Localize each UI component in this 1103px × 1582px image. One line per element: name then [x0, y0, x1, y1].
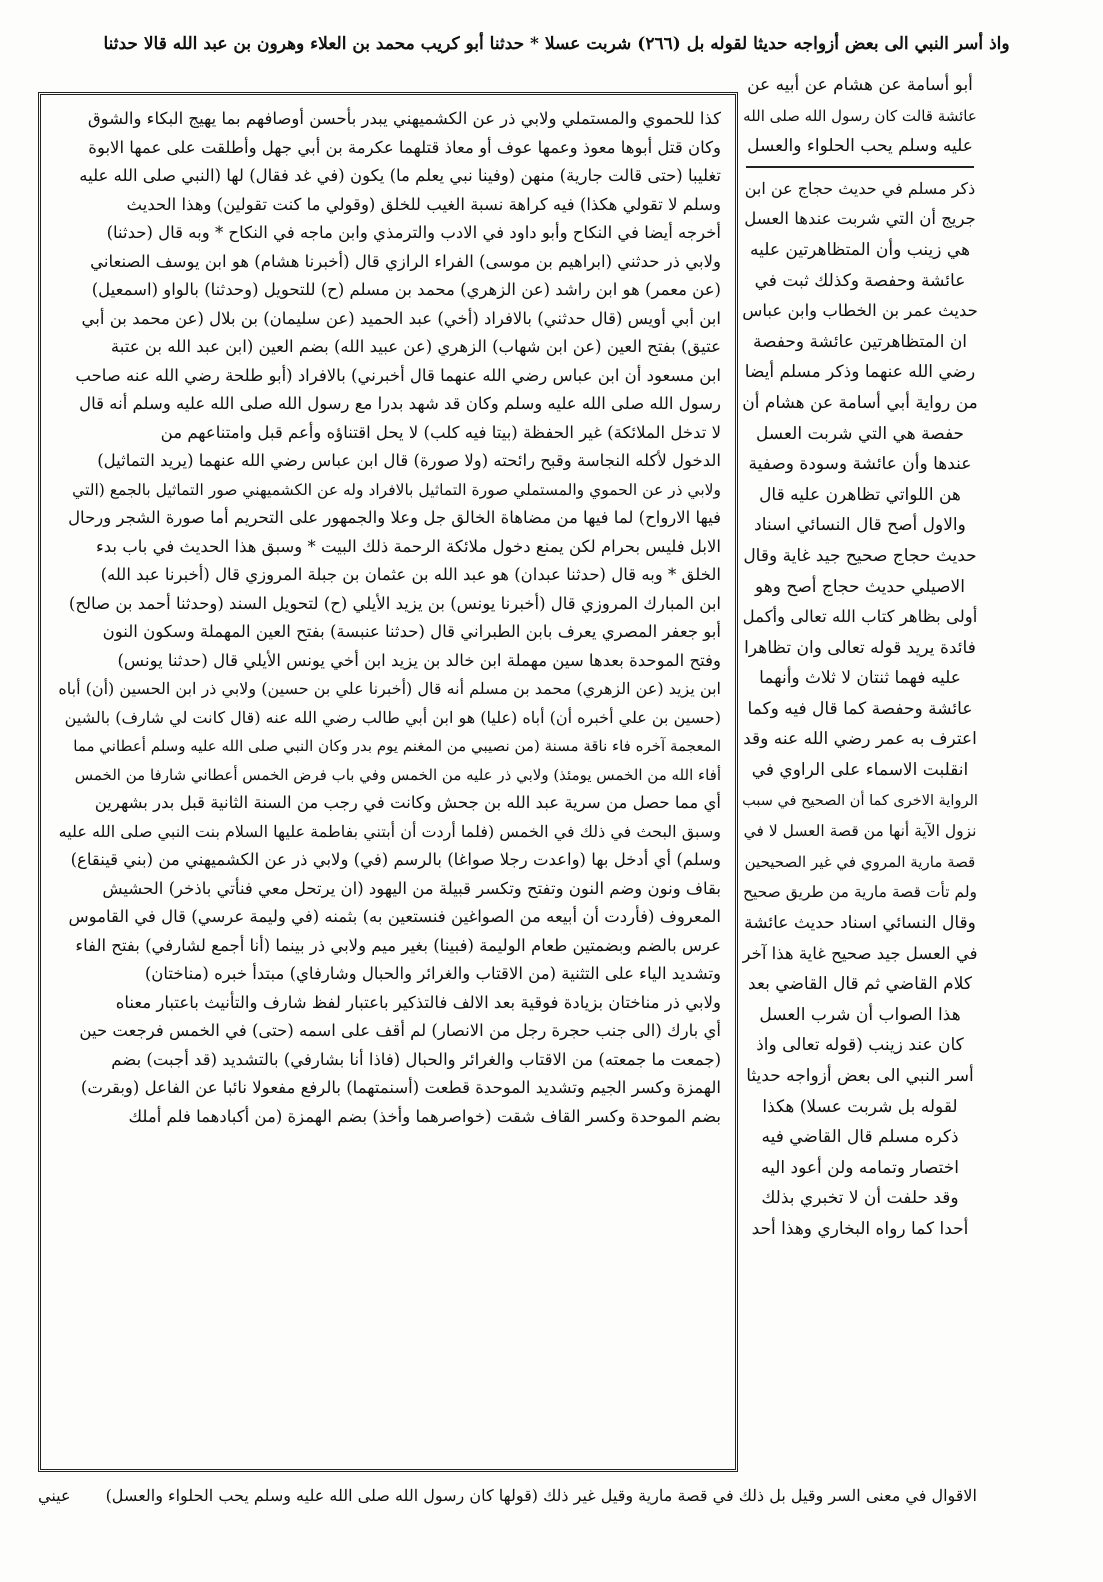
- side-text-line: حديث عمر بن الخطاب وابن عباس: [742, 301, 978, 321]
- main-text-line: وسبق البحث في ذلك في الخمس (فلما أردت أن أبتني بفاطمة عليها السلام بنت النبي صلى الله عليه: [58, 821, 721, 841]
- side-text-line: عائشة وحفصة وكذلك ثبت في: [754, 270, 966, 291]
- side-text-line: كان عند زينب (قوله تعالى واذ: [756, 1035, 964, 1056]
- side-text-line: انقلبت الاسماء على الراوي في: [751, 760, 969, 781]
- side-text-line: لقوله بل شربت عسلا) هكذا: [762, 1096, 958, 1117]
- side-text-line: والاول أصح قال النسائي اسناد: [754, 515, 966, 536]
- main-text-line: أفاء الله من الخمس يومئذ) ولابي ذر عليه من الخمس وفي باب فرض الخمس أعطاني شارفا من الخمس: [74, 765, 721, 784]
- main-text-line: تغليبا (حتى قالت جارية) منهن (وفينا نبي يعلم ما) يكون (في غد فقال) لها (النبي صلى الله عليه: [79, 166, 721, 185]
- main-text-line: الخلق * وبه قال (حدثنا عبدان) هو عبد الله بن عثمان بن جبلة المروزي قال (أخبرنا عبد الله): [100, 565, 721, 584]
- page-header: [38, 24, 1075, 64]
- main-text-line: أي بارك (الى جنب حجرة رجل من الانصار) لم أقف على اسمه (حتى) في الخمس فرجعت حين: [79, 1021, 721, 1040]
- main-text-line: لا تدخل الملائكة) غير الحفظة (بيتا فيه كلب) لا يحل اقتناؤه وأعم قبل وامتناعهم من: [160, 422, 721, 442]
- main-text-line: الدخول لأكله النجاسة وقبح رائحته (ولا صورة) قال ابن عباس رضي الله عنهما (يريد التماثيل): [97, 451, 721, 470]
- side-text-line: عائشة قالت كان رسول الله صلى الله: [743, 106, 977, 125]
- main-text-line: بقاف ونون وضم النون وتفتح وتكسر قبيلة من اليهود (ان يرتحل معي فنأتي باذخر) الحشيش: [102, 878, 721, 898]
- side-text-line: كلام القاضي ثم قال القاضي بعد: [748, 974, 972, 995]
- main-text-line: (جمعت ما جمعته) من الاقتاب والغرائر والحبال (فاذا أنا بشارفي) بالتشديد (قد أجبت) بضم: [111, 1049, 721, 1069]
- main-text-line: عرس بالضم وبضمتين طعام الوليمة (فبينا) بغير ميم ولابي ذر بينما (أنا أجمع لشارفي) بفتح الفاء: [75, 935, 721, 955]
- side-text-line: حديث حجاج صحيح جيد غاية وقال: [743, 545, 977, 566]
- header-right-text: واذ أسر النبي الى بعض أزواجه حديثا لقوله بل: [686, 34, 1010, 54]
- main-text-line: المعجمة آخره فاء ناقة مسنة (من نصيبي من المغنم يوم بدر وكان النبي صلى الله عليه وسلم أعطاني مما: [73, 737, 721, 755]
- main-text-line: (عن معمر) هو ابن راشد (عن الزهري) محمد بن مسلم (ح) للتحويل (وحدثنا) بالواو (اسمعيل): [91, 280, 721, 299]
- main-text-line: أبو جعفر المصري يعرف بابن الطبراني قال (حدثنا عنبسة) بفتح العين المهملة وسكون النون: [102, 622, 721, 641]
- side-text-line: ذكر مسلم في حديث حجاج عن ابن: [744, 178, 976, 198]
- side-top-block: [742, 70, 978, 162]
- side-commentary-column: [742, 70, 978, 1470]
- main-text-line: عتيق) بفتح العين (عن ابن شهاب) الزهري (عن عبيد الله) بضم العين (ابن عبد الله بن عتبة: [110, 337, 721, 356]
- main-text-line: وكان قتل أبوها معوذ وعمها عوف أو معاذ قتلهما عكرمة بن أبي جهل وأطلقت على عمها الابوة: [88, 137, 721, 157]
- page-number: (٢٦٦): [637, 34, 681, 54]
- side-text-line: أولى بظاهر كتاب الله تعالى وأكمل: [742, 607, 978, 627]
- side-text-line: رضي الله عنهما وذكر مسلم أيضا: [744, 362, 976, 383]
- side-text-line: الاصيلي حديث حجاج أصح وهو: [755, 576, 965, 597]
- side-text-line: الرواية الاخرى كما أن الصحيح في سبب: [742, 792, 978, 809]
- side-text-line: عليه وسلم يحب الحلواء والعسل: [747, 136, 973, 157]
- side-divider: [746, 166, 974, 168]
- side-text-line: هي زينب وأن المتظاهرتين عليه: [749, 239, 971, 260]
- main-text-line: رسول الله صلى الله عليه وسلم وكان قد شهد بدرا مع رسول الله صلى الله عليه وسلم أنه قال: [79, 394, 721, 413]
- side-text-line: ان المتظاهرتين عائشة وحفصة: [752, 331, 968, 352]
- main-text-line: الهمزة وكسر الجيم وتشديد الموحدة قطعت (أسنمتهما) بالرفع مفعولا نائبا عن الفاعل (وبقرت): [80, 1078, 721, 1097]
- main-text-line: المعروف (فأردت أن أبيعه من الصواغين فنستعين به) بثمنه (في وليمة عرسي) قال في القاموس: [68, 907, 721, 926]
- main-text-line: ابن يزيد (عن الزهري) محمد بن مسلم أنه قال (أخبرنا علي بن حسين) ولابي ذر ابن الحسين (أن) أباه: [58, 679, 721, 698]
- footer-signature: عيني: [38, 1486, 71, 1505]
- main-text-line: ابن مسعود أن ابن عباس رضي الله عنهما قال أخبرني) بالافراد (أبو طلحة رضي الله عنه صاحب: [75, 365, 721, 385]
- main-text-line: وفتح الموحدة بعدها سين مهملة ابن خالد بن يزيد ابن أخي يونس الأيلي قال (حدثنا يونس): [117, 650, 721, 670]
- main-text-line: وتشديد الياء على التثنية (من الاقتاب والغرائر والحبال وشارفاي) مبتدأ خبره (مناختان): [144, 964, 721, 983]
- side-text-line: اختصار وتمامه ولن أعود اليه: [761, 1157, 959, 1178]
- side-text-line: ولم تأت قصة مارية من طريق صحيح: [742, 883, 978, 902]
- main-text-line: أي مما حصل من سرية عبد الله بن جحش وكانت في رجب من السنة الثانية قبل بدر بشهرين: [94, 793, 721, 812]
- main-text-line: وسلم) أي أدخل بها (واعدت رجلا صواغا) بالرسم (في) ولابي ذر عن الكشميهني من (بني قينقاع): [70, 850, 721, 869]
- side-text-line: هذا الصواب أن شرب العسل: [759, 1004, 961, 1025]
- side-body-block: [742, 174, 978, 1245]
- main-text-line: أخرجه أيضا في النكاح وأبو داود في الادب والترمذي وابن ماجه في النكاح * وبه قال (حدثنا): [106, 223, 721, 242]
- main-commentary-box: [38, 92, 738, 1472]
- side-text-line: في العسل جيد صحيح غاية هذا آخر: [742, 943, 978, 963]
- side-text-line: فائدة يريد قوله تعالى وان تظاهرا: [744, 637, 976, 658]
- side-text-line: ذكره مسلم قال القاضي فيه: [761, 1127, 959, 1148]
- main-text-line: فيها الارواح) لما فيها من مضاهاة الخالق جل وعلا والجمهور على التحريم أما صورة الشجر ورحال: [68, 508, 721, 527]
- side-text-line: وقال النسائي اسناد حديث عائشة: [744, 913, 976, 934]
- main-text-line: الابل فليس بحرام لكن يمنع دخول ملائكة الرحمة ذلك البيت * وسبق هذا الحديث في باب بدء: [95, 536, 721, 556]
- side-text-line: عائشة وحفصة كما قال فيه وكما: [747, 698, 973, 719]
- main-text-line: كذا للحموي والمستملي ولابي ذر عن الكشميهني يبدر بأحسن أوصافهم بما يهيج البكاء والشوق: [87, 109, 721, 128]
- side-text-line: جريج أن التي شربت عندها العسل: [744, 209, 976, 229]
- main-text-line: بضم الموحدة وكسر القاف شقت (خواصرهما وأخذ) بضم الهمزة (من أكبادهما فلم أملك: [128, 1106, 721, 1126]
- side-text-line: هن اللواتي تظاهرن عليه قال: [759, 484, 961, 505]
- main-text-block: [55, 105, 721, 1131]
- side-text-line: أبو أسامة عن هشام عن أبيه عن: [747, 75, 973, 95]
- main-text-line: ولابي ذر مناختان بزيادة فوقية بعد الالف فالتذكير باعتبار لفظ شارف والتأنيث باعتبار معناه: [115, 992, 721, 1012]
- side-text-line: أحدا كما رواه البخاري وهذا أحد: [751, 1218, 969, 1239]
- main-text-line: ولابي ذر عن الحموي والمستملي صورة التماثيل بالافراد وله عن الكشميهني صور التماثيل بالجمع (التي: [72, 480, 721, 499]
- side-text-line: قصة مارية المروي في غير الصحيحين: [744, 852, 976, 871]
- side-text-line: عندها وأن عائشة وسودة وصفية: [748, 454, 972, 475]
- page-footer-line: الاقوال في معنى السر وقيل بل ذلك في قصة مارية وقيل غير ذلك (قولها كان رسول الله صلى الله عليه وسلم يحب الحلواء والعسل): [105, 1486, 977, 1505]
- main-text-line: ابن المبارك المروزي قال (أخبرنا يونس) بن يزيد الأيلي (ح) لتحويل السند (وحدثنا أحمد بن صالح): [68, 593, 721, 613]
- main-text-line: ابن أبي أويس (قال حدثني) بالافراد (أخي) عبد الحميد (عن سليمان) بن بلال (عن محمد بن أبي: [81, 308, 721, 328]
- header-left-text: شربت عسلا * حدثنا أبو كريب محمد بن العلاء وهرون بن عبد الله قالا حدثنا: [103, 34, 632, 54]
- main-text-line: ولابي ذر حدثني (ابراهيم بن موسى) الفراء الرازي قال (أخبرنا هشام) هو ابن يوسف الصنعاني: [90, 251, 721, 271]
- side-text-line: من رواية أبي أسامة عن هشام أن: [742, 392, 978, 413]
- side-text-line: نزول الآية أنها من قصة العسل لا في: [743, 822, 977, 841]
- side-text-line: حفصة هي التي شربت العسل: [755, 423, 965, 444]
- main-text-line: (حسين بن علي أخبره أن) أباه (عليا) هو ابن أبي طالب رضي الله عنه (قال كانت لي شارف) بالشين: [64, 707, 721, 727]
- side-text-line: أسر النبي الى بعض أزواجه حديثا: [746, 1066, 974, 1086]
- side-text-line: عليه فهما ثنتان لا ثلاث وأنهما: [759, 668, 961, 689]
- main-text-line: وسلم لا تقولي هكذا) فيه كراهة نسبة الغيب للخلق (وقولي ما كنت تقولين) وهذا الحديث: [126, 194, 721, 214]
- side-text-line: وقد حلفت أن لا تخبري بذلك: [761, 1188, 959, 1209]
- side-text-line: اعترف به عمر رضي الله عنه وقد: [743, 729, 977, 750]
